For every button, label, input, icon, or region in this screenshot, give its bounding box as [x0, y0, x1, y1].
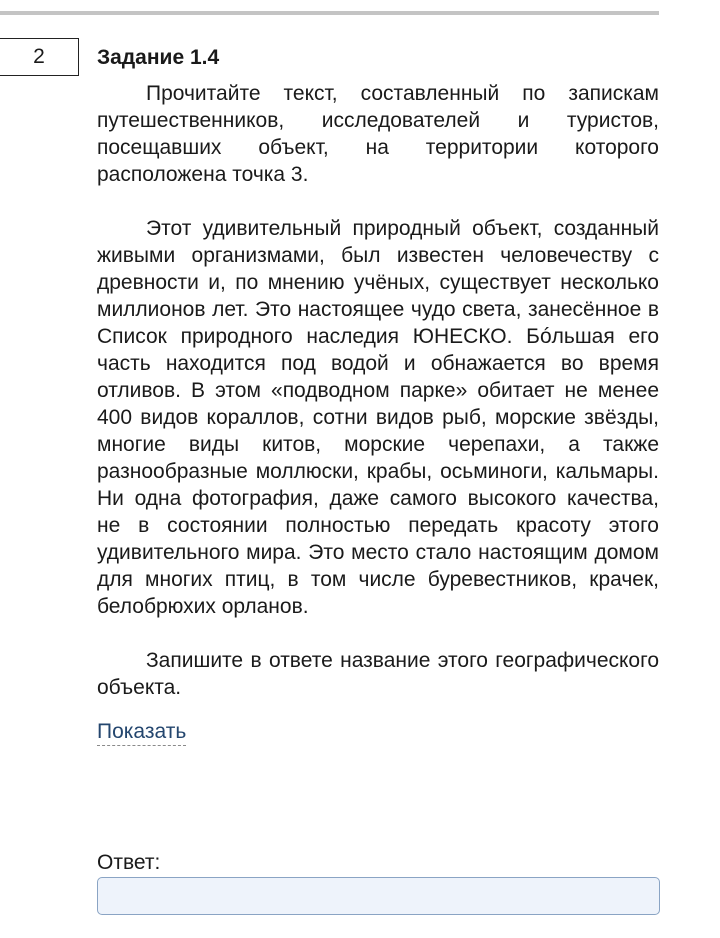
task-instruction: Запишите в ответе название этого географического объекта.: [97, 649, 659, 699]
top-divider: [0, 11, 659, 15]
task-description: Этот удивительный природный объект, созданный живыми организмами, был известен человечеству с древности и, по мнению учёных, существует несколько миллионов лет. Это настоящее чудо света, занесённое в Список природного наследия ЮНЕСКО. Бóльшая его часть находится под водой и обнажается во время отливов. В этом «подводном парке» обитает не менее 400 видов кораллов, сотни видов рыб, морские звёзды, многие виды китов, морские черепахи, а также разнообразные моллюски, крабы, осьминоги, кальмары. Ни одна фотография, даже самого высокого качества, не в состоянии полностью передать красоту этого удивительного мира. Это место стало настоящим домом для многих птиц, в том числе буревестников, крачек, белобрюхих орланов.: [97, 217, 659, 618]
answer-label: Ответ:: [97, 851, 161, 874]
task-body: [97, 44, 659, 746]
task-intro: Прочитайте текст, составленный по запискам путешественников, исследователей и туристов, посещавших объект, на территории которого расположена точка 3.: [97, 82, 659, 186]
answer-input[interactable]: [97, 877, 660, 915]
task-title: Задание 1.4: [97, 46, 220, 69]
show-answer-link[interactable]: Показать: [97, 719, 186, 746]
task-number-box: [0, 38, 79, 76]
task-number: 2: [33, 45, 45, 68]
